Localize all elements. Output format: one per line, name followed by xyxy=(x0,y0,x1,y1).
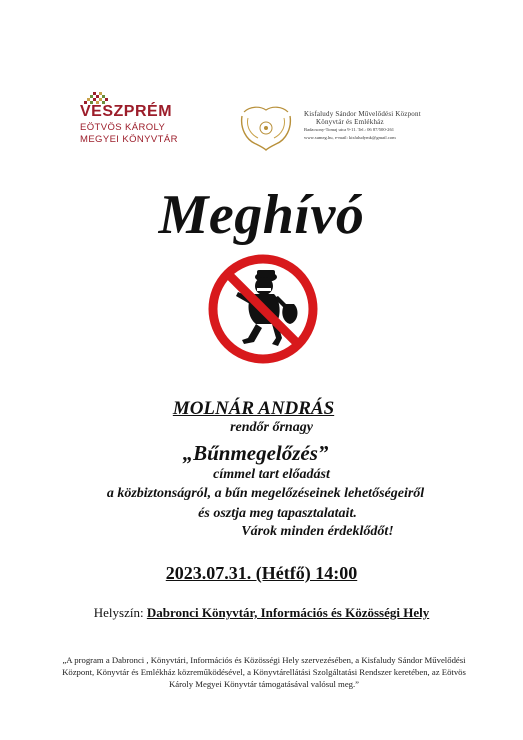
page-title: Meghívó xyxy=(158,184,365,246)
talk-title: „Bűnmegelőzés” xyxy=(182,441,329,465)
footer-note: „A program a Dabronci , Könyvtári, Információs és Közösségi Hely szervezésében, a Kisfaludy Sándor Művelődési Központ, Könyvtár és Emlékház közreműködésével, a Könyvtárellátási Szolgáltatási Rendszer keretében, az Eötvös Károly Megyei Könyvtár támogatásával valósul meg.” xyxy=(62,655,466,689)
event-date: 2023.07.31. (Hétfő) 14:00 xyxy=(165,563,358,583)
talk-invitation: Várok minden érdeklődőt! xyxy=(241,524,394,539)
kisfaludy-address: Badacsony-Tomaj utca 9-11. Tel.: 06 87/500-261 xyxy=(304,127,395,132)
talk-description-1: a közbiztonságról, a bűn megelőzéseinek lehetőségeiről xyxy=(106,486,425,501)
talk-subtitle: címmel tart előadást xyxy=(213,467,330,482)
kisfaludy-name: Kisfaludy Sándor Művelődési Központ xyxy=(304,110,421,118)
no-thief-sign-icon xyxy=(206,252,320,366)
logo-city: VESZPRÉM xyxy=(80,103,173,120)
talk-description-2: és osztja meg tapasztalatait. xyxy=(198,506,357,521)
veszprem-library-logo xyxy=(80,92,190,152)
kisfaludy-logo-text xyxy=(304,110,444,142)
event-venue xyxy=(0,605,523,621)
logo-line-2: MEGYEI KÖNYVTÁR xyxy=(80,134,178,145)
logo-line-1: EÖTVÖS KÁROLY xyxy=(80,122,166,133)
kisfaludy-subname: Könyvtár és Emlékház xyxy=(316,118,384,126)
kisfaludy-web: www.sumeg.hu, e-mail: kisfaludymk@gmail.com xyxy=(304,135,396,140)
venue-label: Helyszín: xyxy=(93,605,144,620)
venue-name: Dabronci Könyvtár, Információs és Közösségi Hely xyxy=(146,605,430,620)
kisfaludy-emblem-icon xyxy=(238,104,294,152)
speaker-rank: rendőr őrnagy xyxy=(230,420,313,435)
speaker-name: MOLNÁR ANDRÁS xyxy=(172,398,335,419)
